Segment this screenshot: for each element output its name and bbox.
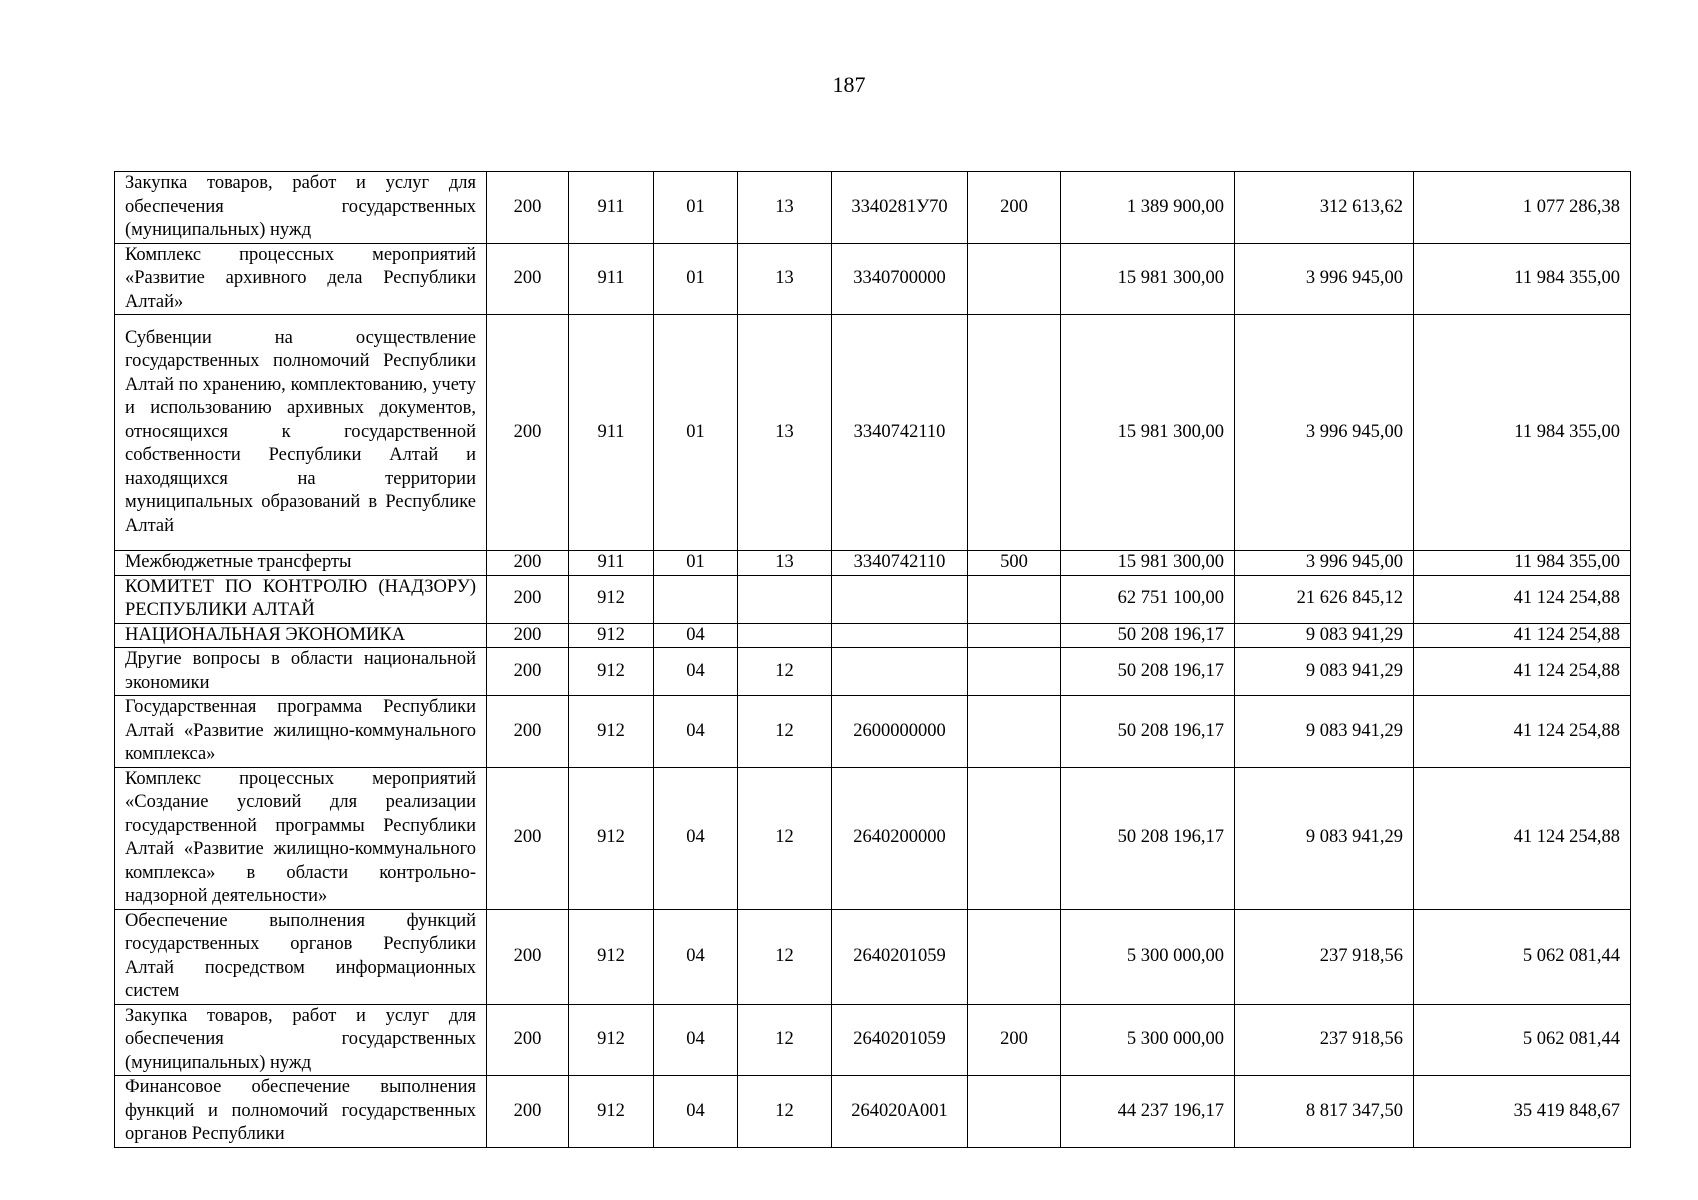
gl-code-cell: 200: [487, 696, 569, 768]
row-name-cell: Закупка товаров, работ и услуг для обеспечения государственных (муниципальных) нужд: [115, 1004, 487, 1076]
table-row: [115, 243, 1631, 315]
table-body: [115, 172, 1631, 1148]
planned-amount-cell: 15 981 300,00: [1061, 243, 1235, 315]
remaining-amount-cell: 41 124 254,88: [1414, 575, 1631, 623]
expense-type-cell: [968, 1076, 1061, 1148]
ministry-code-cell: 912: [569, 767, 654, 909]
budget-table: [114, 171, 1631, 1148]
section-code-cell: 04: [654, 767, 738, 909]
expense-type-cell: [968, 767, 1061, 909]
subsection-code-cell: 12: [738, 1004, 832, 1076]
target-article-cell: [832, 648, 968, 696]
subsection-code-cell: 13: [738, 551, 832, 576]
subsection-code-cell: 12: [738, 909, 832, 1004]
ministry-code-cell: 912: [569, 623, 654, 648]
ministry-code-cell: 912: [569, 575, 654, 623]
expense-type-cell: [968, 648, 1061, 696]
target-article-cell: 264020А001: [832, 1076, 968, 1148]
table-row: [115, 575, 1631, 623]
expense-type-cell: 200: [968, 1004, 1061, 1076]
ministry-code-cell: 911: [569, 172, 654, 244]
remaining-amount-cell: 41 124 254,88: [1414, 648, 1631, 696]
row-name-cell: Закупка товаров, работ и услуг для обеспечения государственных (муниципальных) нужд: [115, 172, 487, 244]
ministry-code-cell: 912: [569, 909, 654, 1004]
section-code-cell: 04: [654, 909, 738, 1004]
section-code-cell: 04: [654, 623, 738, 648]
planned-amount-cell: 50 208 196,17: [1061, 623, 1235, 648]
subsection-code-cell: 12: [738, 1076, 832, 1148]
expense-type-cell: [968, 243, 1061, 315]
table-row: [115, 767, 1631, 909]
executed-amount-cell: 9 083 941,29: [1235, 767, 1414, 909]
remaining-amount-cell: 41 124 254,88: [1414, 767, 1631, 909]
target-article-cell: 2640200000: [832, 767, 968, 909]
table-row: [115, 909, 1631, 1004]
row-name-cell: Субвенции на осуществление государственных полномочий Республики Алтай по хранению, комплектованию, учету и использованию архивных документов, относящихся к государственной собственности Республики Алтай и находящихся на территории муниципальных образований в Республике Алтай: [115, 315, 487, 551]
gl-code-cell: 200: [487, 767, 569, 909]
row-name-cell: Комплекс процессных мероприятий «Создание условий для реализации государственной программы Республики Алтай «Развитие жилищно-коммунального комплекса» в области контрольно-надзорной деятельности»: [115, 767, 487, 909]
planned-amount-cell: 50 208 196,17: [1061, 696, 1235, 768]
target-article-cell: 2640201059: [832, 909, 968, 1004]
subsection-code-cell: 12: [738, 696, 832, 768]
ministry-code-cell: 912: [569, 648, 654, 696]
section-code-cell: [654, 575, 738, 623]
executed-amount-cell: 237 918,56: [1235, 909, 1414, 1004]
subsection-code-cell: [738, 623, 832, 648]
remaining-amount-cell: 35 419 848,67: [1414, 1076, 1631, 1148]
remaining-amount-cell: 11 984 355,00: [1414, 551, 1631, 576]
planned-amount-cell: 15 981 300,00: [1061, 551, 1235, 576]
target-article-cell: [832, 623, 968, 648]
target-article-cell: 2640201059: [832, 1004, 968, 1076]
table-row: [115, 623, 1631, 648]
table-row: [115, 315, 1631, 551]
ministry-code-cell: 912: [569, 696, 654, 768]
section-code-cell: 04: [654, 1076, 738, 1148]
executed-amount-cell: 237 918,56: [1235, 1004, 1414, 1076]
subsection-code-cell: 13: [738, 172, 832, 244]
expense-type-cell: [968, 696, 1061, 768]
expense-type-cell: 200: [968, 172, 1061, 244]
section-code-cell: 01: [654, 172, 738, 244]
target-article-cell: 2600000000: [832, 696, 968, 768]
target-article-cell: 3340700000: [832, 243, 968, 315]
subsection-code-cell: 12: [738, 648, 832, 696]
subsection-code-cell: 13: [738, 243, 832, 315]
executed-amount-cell: 312 613,62: [1235, 172, 1414, 244]
expense-type-cell: [968, 575, 1061, 623]
executed-amount-cell: 9 083 941,29: [1235, 696, 1414, 768]
remaining-amount-cell: 41 124 254,88: [1414, 696, 1631, 768]
row-name-cell: КОМИТЕТ ПО КОНТРОЛЮ (НАДЗОРУ) РЕСПУБЛИКИ АЛТАЙ: [115, 575, 487, 623]
table-row: [115, 551, 1631, 576]
ministry-code-cell: 911: [569, 551, 654, 576]
remaining-amount-cell: 11 984 355,00: [1414, 315, 1631, 551]
section-code-cell: 04: [654, 1004, 738, 1076]
planned-amount-cell: 50 208 196,17: [1061, 648, 1235, 696]
row-name-cell: Финансовое обеспечение выполнения функций и полномочий государственных органов Республики: [115, 1076, 487, 1148]
target-article-cell: 3340281У70: [832, 172, 968, 244]
remaining-amount-cell: 5 062 081,44: [1414, 909, 1631, 1004]
gl-code-cell: 200: [487, 315, 569, 551]
gl-code-cell: 200: [487, 575, 569, 623]
executed-amount-cell: 3 996 945,00: [1235, 315, 1414, 551]
expense-type-cell: [968, 315, 1061, 551]
section-code-cell: 01: [654, 551, 738, 576]
table-row: [115, 648, 1631, 696]
executed-amount-cell: 8 817 347,50: [1235, 1076, 1414, 1148]
section-code-cell: 04: [654, 696, 738, 768]
gl-code-cell: 200: [487, 909, 569, 1004]
subsection-code-cell: 13: [738, 315, 832, 551]
remaining-amount-cell: 11 984 355,00: [1414, 243, 1631, 315]
table-row: [115, 696, 1631, 768]
expense-type-cell: [968, 623, 1061, 648]
planned-amount-cell: 44 237 196,17: [1061, 1076, 1235, 1148]
section-code-cell: 04: [654, 648, 738, 696]
remaining-amount-cell: 5 062 081,44: [1414, 1004, 1631, 1076]
table-row: [115, 1076, 1631, 1148]
remaining-amount-cell: 1 077 286,38: [1414, 172, 1631, 244]
row-name-cell: Межбюджетные трансферты: [115, 551, 487, 576]
ministry-code-cell: 912: [569, 1076, 654, 1148]
page-number: 187: [832, 72, 866, 97]
gl-code-cell: 200: [487, 1076, 569, 1148]
row-name-cell: Другие вопросы в области национальной экономики: [115, 648, 487, 696]
table-row: [115, 172, 1631, 244]
gl-code-cell: 200: [487, 623, 569, 648]
executed-amount-cell: 21 626 845,12: [1235, 575, 1414, 623]
row-name-cell: НАЦИОНАЛЬНАЯ ЭКОНОМИКА: [115, 623, 487, 648]
ministry-code-cell: 912: [569, 1004, 654, 1076]
remaining-amount-cell: 41 124 254,88: [1414, 623, 1631, 648]
planned-amount-cell: 5 300 000,00: [1061, 909, 1235, 1004]
target-article-cell: 3340742110: [832, 315, 968, 551]
planned-amount-cell: 1 389 900,00: [1061, 172, 1235, 244]
target-article-cell: 3340742110: [832, 551, 968, 576]
row-name-cell: Комплекс процессных мероприятий «Развитие архивного дела Республики Алтай»: [115, 243, 487, 315]
gl-code-cell: 200: [487, 1004, 569, 1076]
gl-code-cell: 200: [487, 172, 569, 244]
subsection-code-cell: 12: [738, 767, 832, 909]
section-code-cell: 01: [654, 315, 738, 551]
executed-amount-cell: 3 996 945,00: [1235, 243, 1414, 315]
executed-amount-cell: 9 083 941,29: [1235, 648, 1414, 696]
table-row: [115, 1004, 1631, 1076]
expense-type-cell: 500: [968, 551, 1061, 576]
executed-amount-cell: 9 083 941,29: [1235, 623, 1414, 648]
subsection-code-cell: [738, 575, 832, 623]
gl-code-cell: 200: [487, 551, 569, 576]
planned-amount-cell: 15 981 300,00: [1061, 315, 1235, 551]
gl-code-cell: 200: [487, 243, 569, 315]
planned-amount-cell: 5 300 000,00: [1061, 1004, 1235, 1076]
row-name-cell: Государственная программа Республики Алтай «Развитие жилищно-коммунального комплекса»: [115, 696, 487, 768]
target-article-cell: [832, 575, 968, 623]
ministry-code-cell: 911: [569, 315, 654, 551]
row-name-cell: Обеспечение выполнения функций государственных органов Республики Алтай посредством информационных систем: [115, 909, 487, 1004]
executed-amount-cell: 3 996 945,00: [1235, 551, 1414, 576]
planned-amount-cell: 62 751 100,00: [1061, 575, 1235, 623]
section-code-cell: 01: [654, 243, 738, 315]
planned-amount-cell: 50 208 196,17: [1061, 767, 1235, 909]
expense-type-cell: [968, 909, 1061, 1004]
ministry-code-cell: 911: [569, 243, 654, 315]
gl-code-cell: 200: [487, 648, 569, 696]
